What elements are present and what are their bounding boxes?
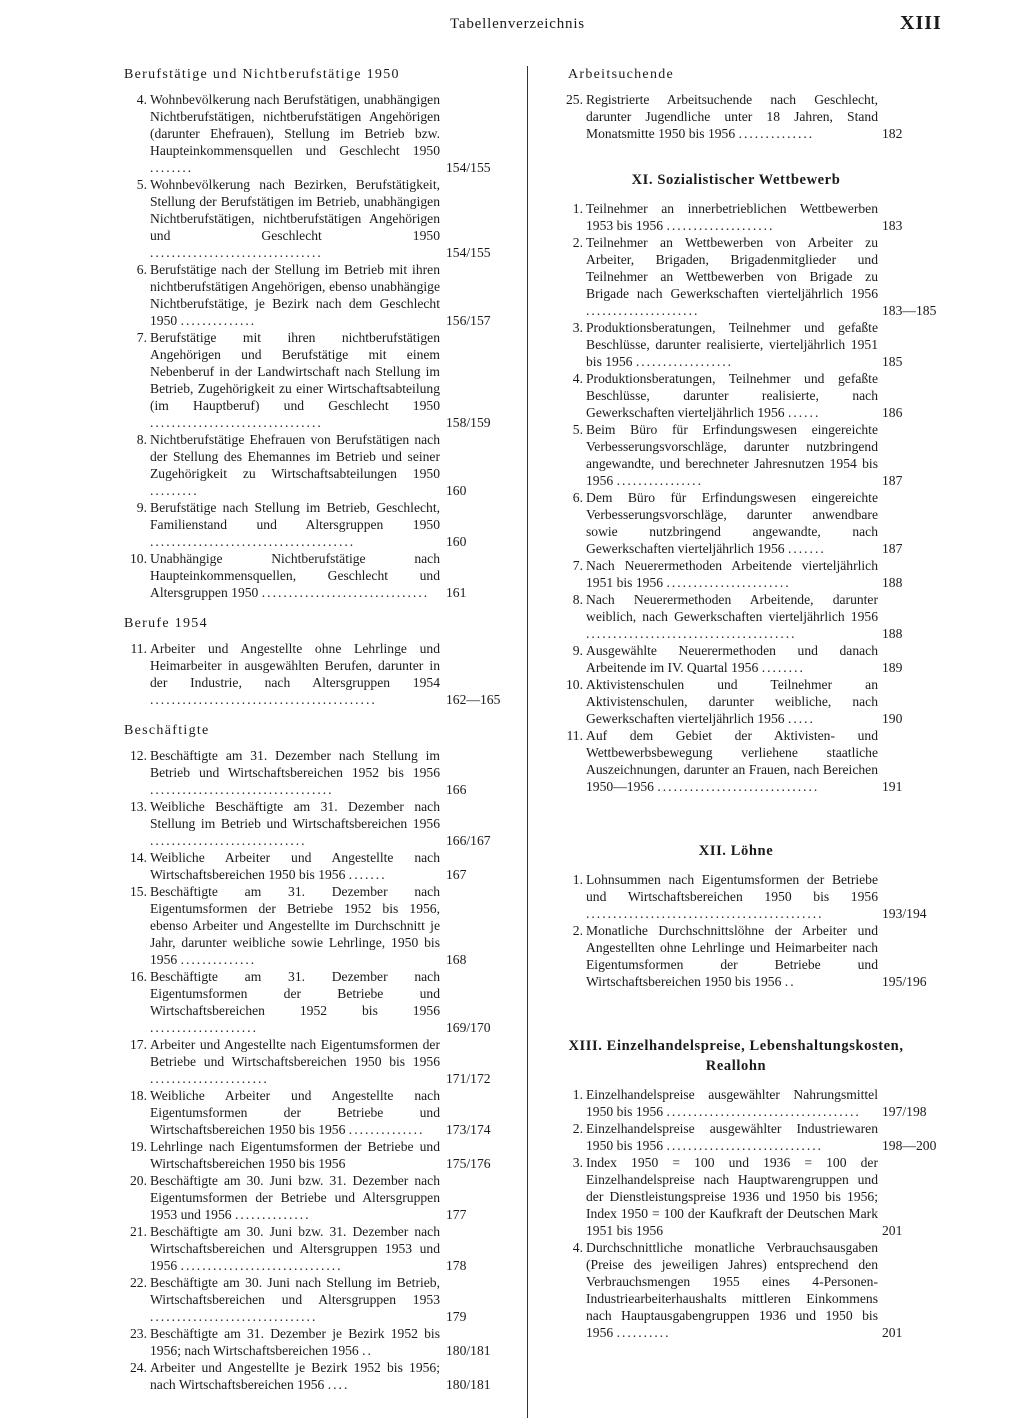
toc-entry [556,871,927,922]
toc-entry [556,557,916,591]
entry-number: 5. [136,177,147,192]
entry-page-number: 154/155 [446,245,491,260]
toc-entry [112,261,510,329]
entry-number: 1. [572,201,583,216]
dot-leader: .................... [666,218,775,233]
entry-page-number: 188 [882,626,903,641]
entry-number: 20. [130,1173,147,1188]
entry-number: 1. [572,872,583,887]
toc-section [112,66,510,601]
entry-number: 2. [572,1121,583,1136]
entry-title: Berufstätige nach Stellung im Betrieb, Geschlecht, Familienstand und Altersgruppen 1950 [150,500,440,532]
entry-title: Weibliche Arbeiter und Angestellte nach Eigentumsformen der Betriebe und Wirtschaftsbereichen 1950 bis 1956 [150,1088,440,1137]
entry-title: Wohnbevölkerung nach Bezirken, Berufstätigkeit, Stellung der Berufstätigen im Betrieb, unabhängigen Nichtberufstätigen, nichtberufstätigen Angehörigen und Geschlecht 1950 [150,177,440,243]
toc-entry [112,968,510,1036]
section-heading: Berufe 1954 [124,616,208,631]
section-heading: Arbeitsuchende [568,67,675,82]
dot-leader: .............................. [657,779,820,794]
entry-number: 21. [130,1224,147,1239]
dot-leader: ...... [787,405,821,420]
entry-title: Beim Büro für Erfindungswesen eingereichte Verbesserungsvorschläge, darunter nutzbringend angewandte, und berechneter Jahresnutzen 1954 bis 1956 [586,422,878,488]
entry-number: 4. [572,371,583,386]
entry-title: Nichtberufstätige Ehefrauen von Berufstätigen nach der Stellung des Ehemannes im Betrieb und seiner Zugehörigkeit zu Wirtschaftsabteilungen 1950 [150,432,440,481]
toc-section [112,722,510,1393]
entry-number: 4. [136,92,147,107]
dot-leader: ............................. [150,833,307,848]
entry-page-number: 187 [882,541,903,556]
toc-entry [112,1036,510,1087]
entry-number: 18. [130,1088,147,1103]
entry-title: Lohnsummen nach Eigentumsformen der Betriebe und Wirtschaftsbereichen 1950 bis 1956 [586,872,878,904]
toc-entry [112,329,510,431]
toc-entry [112,550,510,601]
dot-leader: ........ [150,160,194,175]
entry-page-number: 167 [446,867,467,882]
dot-leader: ....... [787,541,826,556]
dot-leader: .................................. [150,782,334,797]
running-title: Tabellenverzeichnis [450,16,585,32]
dot-leader: ....... [348,867,387,882]
entry-title: Einzelhandelspreise ausgewählter Nahrungsmittel 1950 bis 1956 [586,1087,878,1119]
entry-number: 2. [572,235,583,250]
dot-leader: .......... [616,1325,671,1340]
entry-title: Dem Büro für Erfindungswesen eingereichte Verbesserungsvorschläge, darunter anwendbare sowie nutzbringend angewandte, nach Gewerkschaften vierteljährlich 1956 [586,490,878,556]
dot-leader: ............................. [666,1138,824,1153]
entry-title: Unabhängige Nichtberufstätige nach Haupteinkommensquellen, Geschlecht und Altersgruppen 1950 [150,551,440,600]
entry-title: Berufstätige mit ihren nichtberufstätigen Angehörigen und Berufstätige mit einem Nebenberuf in der Landwirtschaft nach Stellung im Betrieb, Zugehörigkeit zu einer Wirtschaftsabteilung (im Hauptberuf) und Geschlecht 1950 [150,330,440,413]
dot-leader: .............. [738,126,815,141]
dot-leader: .................. [635,354,734,369]
entry-title: Auf dem Gebiet der Aktivisten- und Wettbewerbsbewegung verliehene staatliche Auszeichnungen, darunter an Frauen, nach Bereichen 1950—1956 [586,728,878,794]
chapter-heading: XII. Löhne [698,843,774,859]
entry-number: 2. [572,923,583,938]
entry-page-number: 189 [882,660,903,675]
toc-entry [112,1359,510,1393]
entry-title: Arbeiter und Angestellte nach Eigentumsformen der Betriebe und Wirtschaftsbereichen 1950 bis 1956 [150,1037,440,1069]
entry-number: 15. [130,884,147,899]
entry-page-number: 169/170 [446,1020,491,1035]
entry-number: 12. [130,748,147,763]
entry-title: Beschäftigte am 30. Juni nach Stellung im Betrieb, Wirtschaftsbereichen und Altersgruppen 1953 [150,1275,440,1307]
entry-title: Teilnehmer an Wettbewerben von Arbeiter zu Arbeiter, Brigaden, Brigadenmitglieder und Teilnehmer an Wettbewerben von Brigade zu Brigade nach Gewerkschaften vierteljährlich 1956 [586,235,878,301]
dot-leader: .............. [180,952,257,967]
entry-page-number: 187 [882,473,903,488]
entry-number: 3. [572,320,583,335]
dot-leader: ............................... [150,1309,318,1324]
entry-number: 25. [566,92,583,107]
column-divider [527,66,528,1418]
toc-entry [112,1138,510,1172]
dot-leader: ................................ [150,245,323,260]
toc-entry [556,1239,916,1341]
entry-page-number: 183 [882,218,903,233]
entry-number: 8. [136,432,147,447]
toc-entry [112,849,510,883]
chapter-heading: XI. Sozialistischer Wettbewerb [631,172,841,188]
dot-leader: .............. [180,313,257,328]
entry-page-number: 198—200 [882,1138,937,1153]
entry-page-number: 160 [446,483,467,498]
toc-entry [112,883,510,968]
entry-title: Ausgewählte Neuerermethoden und danach Arbeitende im IV. Quartal 1956 [586,643,878,675]
dot-leader: .. [784,974,796,989]
entry-number: 13. [130,799,147,814]
section-heading: Berufstätige und Nichtberufstätige 1950 [124,67,400,82]
entry-number: 19. [130,1139,147,1154]
entry-title: Weibliche Beschäftigte am 31. Dezember nach Stellung im Betrieb und Wirtschaftsbereichen 1956 [150,799,440,831]
toc-entry [556,200,916,234]
toc-entry [112,1172,510,1223]
dot-leader: ............................................ [586,906,824,921]
entry-title: Beschäftigte am 31. Dezember nach Stellung im Betrieb und Wirtschaftsbereichen 1952 bis 1956 [150,748,440,780]
entry-number: 10. [566,677,583,692]
toc-entry [556,1154,916,1239]
entry-title: Beschäftigte am 31. Dezember je Bezirk 1952 bis 1956; nach Wirtschaftsbereichen 1956 [150,1326,440,1358]
entry-page-number: 168 [446,952,467,967]
dot-leader: .............. [348,1122,425,1137]
page-number: XIII [900,12,942,34]
entry-number: 14. [130,850,147,865]
dot-leader: ..... [787,711,815,726]
dot-leader: .................... [150,1020,258,1035]
dot-leader: ......... [150,483,199,498]
toc-entry [112,499,510,550]
section-heading: Beschäftigte [124,723,210,738]
entry-page-number: 173/174 [446,1122,491,1137]
entry-title: Teilnehmer an innerbetrieblichen Wettbewerben 1953 bis 1956 [586,201,878,233]
toc-entry [112,640,510,708]
toc-entry [556,489,916,557]
entry-title: Nach Neuerermethoden Arbeitende vierteljährlich 1951 bis 1956 [586,558,878,590]
entry-page-number: 161 [446,585,467,600]
entry-page-number: 182 [882,126,903,141]
entry-page-number: 178 [446,1258,467,1273]
left-column [112,66,510,1393]
toc-section [556,841,927,990]
entry-number: 10. [130,551,147,566]
entry-page-number: 158/159 [446,415,491,430]
entry-title: Weibliche Arbeiter und Angestellte nach Wirtschaftsbereichen 1950 bis 1956 [150,850,440,882]
entry-page-number: 156/157 [446,313,491,328]
toc-entry [556,676,916,727]
dot-leader: ..................... [586,303,700,318]
entry-number: 4. [572,1240,583,1255]
entry-page-number: 180/181 [446,1377,491,1392]
toc-entry [556,234,937,319]
entry-number: 7. [572,558,583,573]
entry-number: 8. [572,592,583,607]
toc-section [112,615,510,708]
entry-page-number: 175/176 [446,1156,491,1171]
toc-entry [112,747,510,798]
entry-title: Berufstätige nach der Stellung im Betrieb mit ihren nichtberufstätigen Angehörigen, ebenso unabhängige Nichtberufstätige, je Bezirk nach dem Geschlecht 1950 [150,262,440,328]
entry-number: 6. [572,490,583,505]
toc-entry [112,1325,510,1359]
entry-title: Beschäftigte am 30. Juni bzw. 31. Dezember nach Wirtschaftsbereichen und Altersgruppen 1953 und 1956 [150,1224,440,1273]
dot-leader: ........ [761,660,805,675]
entry-page-number: 180/181 [446,1343,491,1358]
entry-page-number: 201 [882,1223,903,1238]
entry-page-number: 193/194 [882,906,927,921]
entry-title: Index 1950 = 100 und 1936 = 100 der Einzelhandelspreise nach Hauptwarengruppen und der Dienstleistungspreise 1936 und 1950 bis 1956; Index 1950 = 100 der Kaufkraft der Deutschen Mark 1951 bis 1956 [586,1155,878,1238]
entry-page-number: 195/196 [882,974,927,989]
entry-number: 23. [130,1326,147,1341]
dot-leader: .................................... [666,1104,861,1119]
entry-number: 1. [572,1087,583,1102]
right-column [556,66,937,1341]
entry-page-number: 190 [882,711,903,726]
toc-entry [556,319,916,370]
entry-title: Aktivistenschulen und Teilnehmer an Aktivistenschulen, darunter weibliche, nach Gewerkschaften vierteljährlich 1956 [586,677,878,726]
entry-number: 3. [572,1155,583,1170]
toc-entry [112,798,510,849]
entry-number: 17. [130,1037,147,1052]
entry-number: 24. [130,1360,147,1375]
entry-number: 9. [136,500,147,515]
toc-entry [556,642,916,676]
entry-page-number: 177 [446,1207,467,1222]
toc-section [556,66,916,142]
entry-number: 11. [130,641,147,656]
entry-page-number: 188 [882,575,903,590]
toc-section [556,1036,937,1341]
dot-leader: .... [327,1377,350,1392]
entry-title: Lehrlinge nach Eigentumsformen der Betriebe und Wirtschaftsbereichen 1950 bis 1956 [150,1139,440,1171]
entry-title: Produktionsberatungen, Teilnehmer und gefaßte Beschlüsse, darunter realisierte, nach Gewerkschaften vierteljährlich 1956 [586,371,878,420]
entry-page-number: 171/172 [446,1071,491,1086]
dot-leader: ...................................... [150,534,356,549]
entry-page-number: 179 [446,1309,467,1324]
toc-entry [556,370,916,421]
dot-leader: .............................. [180,1258,343,1273]
entry-title: Beschäftigte am 31. Dezember nach Eigentumsformen der Betriebe und Wirtschaftsbereichen 1952 bis 1956 [150,969,440,1018]
toc-entry [556,591,916,642]
toc-entry [556,1086,927,1120]
entry-page-number: 191 [882,779,903,794]
entry-page-number: 160 [446,534,467,549]
toc-entry [112,1223,510,1274]
dot-leader: .. [362,1343,373,1358]
entry-page-number: 183—185 [882,303,937,318]
dot-leader: .......................................... [150,692,377,707]
toc-entry [112,1087,510,1138]
entry-title: Arbeiter und Angestellte ohne Lehrlinge und Heimarbeiter in ausgewählten Berufen, darunter in der Industrie, nach Altersgruppen 1954 [150,641,440,690]
toc-entry [112,176,510,261]
entry-title: Monatliche Durchschnittslöhne der Arbeiter und Angestellten ohne Lehrlinge und Heimarbeiter nach Eigentumsformen der Betriebe und Wirtschaftsbereichen 1950 bis 1956 [586,923,878,989]
entry-page-number: 154/155 [446,160,491,175]
entry-title: Produktionsberatungen, Teilnehmer und gefaßte Beschlüsse, darunter realisierte, vierteljährlich 1951 bis 1956 [586,320,878,369]
entry-number: 11. [566,728,583,743]
chapter-heading: XIII. Einzelhandelspreise, Lebenshaltungskosten, Reallohn [568,1038,904,1074]
dot-leader: ...................... [150,1071,269,1086]
dot-leader: ............................... [261,585,430,600]
entry-title: Einzelhandelspreise ausgewählter Industriewaren 1950 bis 1956 [586,1121,878,1153]
toc-entry [112,1274,510,1325]
entry-page-number: 201 [882,1325,903,1340]
toc-entry [556,922,927,990]
dot-leader: ................ [616,473,703,488]
entry-number: 16. [130,969,147,984]
entry-page-number: 185 [882,354,903,369]
toc-section [556,170,937,795]
toc-entry [556,727,916,795]
entry-title: Beschäftigte am 30. Juni bzw. 31. Dezember nach Eigentumsformen der Betriebe und Altersgruppen 1953 und 1956 [150,1173,440,1222]
entry-page-number: 166/167 [446,833,491,848]
entry-page-number: 197/198 [882,1104,927,1119]
dot-leader: ....................................... [586,626,797,641]
toc-entry [556,1120,937,1154]
entry-page-number: 186 [882,405,903,420]
entry-title: Registrierte Arbeitsuchende nach Geschlecht, darunter Jugendliche unter 18 Jahren, Stand Monatsmitte 1950 bis 1956 [586,92,878,141]
dot-leader: .............. [234,1207,311,1222]
dot-leader: ................................ [150,415,323,430]
entry-title: Arbeiter und Angestellte je Bezirk 1952 bis 1956; nach Wirtschaftsbereichen 1956 [150,1360,440,1392]
entry-title: Nach Neuerermethoden Arbeitende, darunter weiblich, nach Gewerkschaften vierteljährlich 1956 [586,592,878,624]
entry-number: 7. [136,330,147,345]
entry-title: Wohnbevölkerung nach Berufstätigen, unabhängigen Nichtberufstätigen, nichtberufstätigen Angehörigen (darunter Ehefrauen), Stellung im Betrieb bzw. Haupteinkommensquellen und Geschlecht 1950 [150,92,440,158]
toc-entry [112,431,510,499]
toc-entry [556,421,916,489]
entry-page-number: 166 [446,782,467,797]
entry-number: 5. [572,422,583,437]
entry-page-number: 162—165 [446,692,501,707]
toc-entry [556,91,916,142]
entry-number: 22. [130,1275,147,1290]
entry-title: Durchschnittliche monatliche Verbrauchsausgaben (Preise des jeweiligen Jahres) entsprechend den Verbrauchsmengen 1955 eines 4-Personen-Industriearbeiterhaushalts mittleren Einkommens nach Hauptausgabengruppen 1936 und 1950 bis 1956 [586,1240,878,1340]
entry-number: 9. [572,643,583,658]
entry-title: Beschäftigte am 31. Dezember nach Eigentumsformen der Betriebe 1952 bis 1956, ebenso Arbeiter und Angestellte im Durchschnitt je Jahr, darunter weibliche sowie Lehrlinge, 1950 bis 1956 [150,884,440,967]
toc-entry [112,91,510,176]
dot-leader: ....................... [666,575,791,590]
entry-number: 6. [136,262,147,277]
